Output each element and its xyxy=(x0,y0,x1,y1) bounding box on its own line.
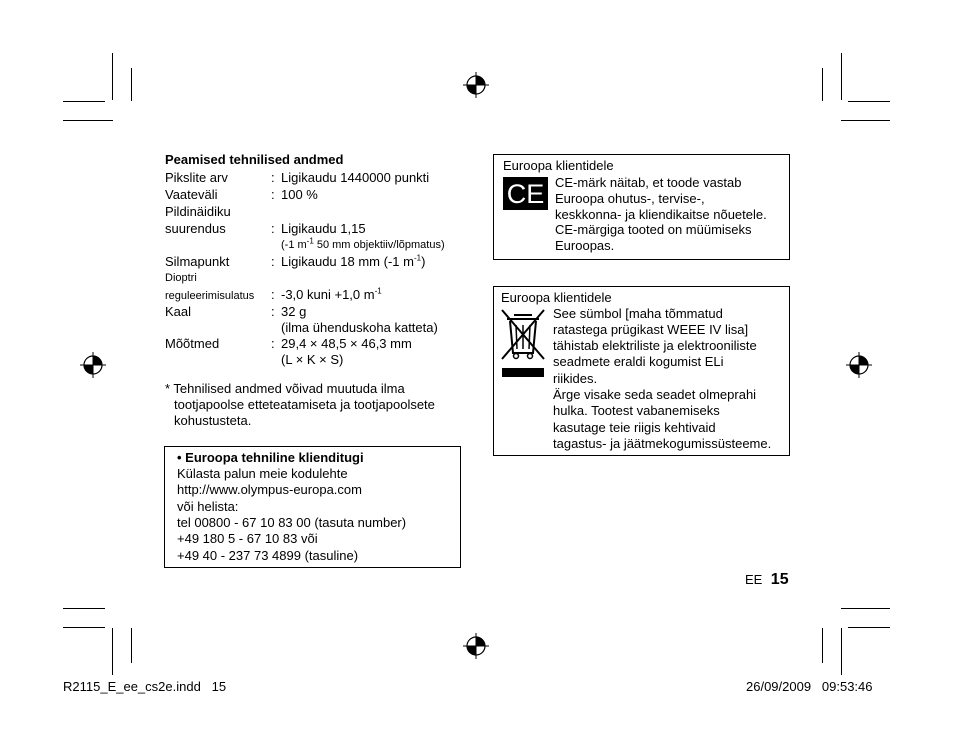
spec-value: Ligikaudu 1440000 punkti xyxy=(281,170,430,185)
spec-label: Kaal xyxy=(165,304,192,319)
support-title: • Euroopa tehniline klienditugi xyxy=(177,450,364,465)
specs-note-line: * Tehnilised andmed võivad muutuda ilma xyxy=(165,381,405,396)
spec-label: suurendus xyxy=(165,221,226,236)
spec-sep: : xyxy=(271,170,275,185)
footer-file: R2115_E_ee_cs2e.indd 15 xyxy=(63,679,227,694)
spec-value: (L × K × S) xyxy=(281,352,344,367)
spec-value: Ligikaudu 18 mm (-1 $m^{-1}$) xyxy=(281,253,426,269)
ce-box-line: Euroopa ohutus-, tervise-, xyxy=(555,191,705,206)
specs-note-line: tootjapoolse etteteatamiseta ja tootjapoolsete xyxy=(174,397,435,412)
ce-box xyxy=(493,154,790,260)
weee-box-line: kasutage teie riigis kehtivaid xyxy=(553,420,716,435)
weee-box-line: seadmete eraldi kogumist ELi xyxy=(553,354,724,369)
svg-text:CE: CE xyxy=(506,179,545,209)
support-phone: tel 00800 - 67 10 83 00 (tasuta number) xyxy=(177,515,407,530)
ce-box-line: Euroopas. xyxy=(555,238,615,253)
spec-sep: : xyxy=(271,287,275,302)
weee-box xyxy=(493,286,790,456)
spec-label: Mõõtmed xyxy=(165,336,220,351)
weee-box-line: tähistab elektriliste ja elektrooniliste xyxy=(553,338,757,353)
spec-value: -3,0 kuni +1,0 $m^{-1}$ xyxy=(281,286,382,302)
spec-value: Ligikaudu 1,15 xyxy=(281,221,366,236)
registration-mark-icon xyxy=(846,352,872,378)
page-number xyxy=(745,571,789,589)
weee-box-line: See sümbol [maha tõmmatud xyxy=(553,306,723,321)
registration-mark-icon xyxy=(463,633,489,659)
weee-box-line: Ärge visake seda seadet olmeprahi xyxy=(553,387,757,402)
weee-box-line: riikides. xyxy=(553,371,598,386)
ce-box-line: CE-märk näitab, et toode vastab xyxy=(555,175,742,190)
ce-box-title: Euroopa klientidele xyxy=(503,158,614,173)
support-url: http://www.olympus-europa.com xyxy=(177,482,362,497)
spec-value: (ilma ühenduskoha katteta) xyxy=(281,320,438,335)
registration-mark-icon xyxy=(80,352,106,378)
spec-label: Pikslite arv xyxy=(165,170,228,185)
spec-sep: : xyxy=(271,254,275,269)
spec-label: Dioptri xyxy=(165,272,197,284)
ce-mark-icon xyxy=(503,177,548,210)
crossed-out-bin-icon xyxy=(500,307,546,379)
spec-label: Vaateväli xyxy=(165,187,218,202)
support-box xyxy=(164,446,461,568)
spec-sep: : xyxy=(271,221,275,236)
spec-label: Pildinäidiku xyxy=(165,204,231,219)
spec-value: 29,4 × 48,5 × 46,3 mm xyxy=(281,336,412,351)
weee-box-line: hulka. Tootest vabanemiseks xyxy=(553,403,720,418)
registration-mark-icon xyxy=(463,72,489,98)
support-phone: +49 180 5 - 67 10 83 või xyxy=(177,531,318,546)
page-lang: EE xyxy=(745,572,763,587)
support-phone: +49 40 - 237 73 4899 (tasuline) xyxy=(177,548,359,563)
spec-value: 32 g xyxy=(281,304,307,319)
weee-box-title: Euroopa klientidele xyxy=(501,290,612,305)
spec-value: 100 % xyxy=(281,187,318,202)
page-num: 15 xyxy=(770,571,789,588)
support-line: või helista: xyxy=(177,499,239,514)
specs-note-line: kohustusteta. xyxy=(174,413,252,428)
weee-box-line: tagastus- ja jäätmekogumissüsteeme. xyxy=(553,436,772,451)
spec-value-note: (-1 $m^{-1}$ 50 mm objektiiv/lõpmatus) xyxy=(281,236,445,251)
ce-box-line: CE-märgiga tooted on müümiseks xyxy=(555,222,752,237)
spec-label: Silmapunkt xyxy=(165,254,230,269)
support-line: Külasta palun meie kodulehte xyxy=(177,466,348,481)
specs-heading: Peamised tehnilised andmed xyxy=(165,152,344,167)
spec-sep: : xyxy=(271,304,275,319)
spec-label: reguleerimisulatus xyxy=(165,290,255,302)
spec-sep: : xyxy=(271,336,275,351)
ce-box-line: keskkonna- ja kliendikaitse nõuetele. xyxy=(555,207,767,222)
spec-sep: : xyxy=(271,187,275,202)
footer-datetime: 26/09/2009 09:53:46 xyxy=(746,679,873,694)
weee-box-line: ratastega prügikast WEEE IV lisa] xyxy=(553,322,749,337)
